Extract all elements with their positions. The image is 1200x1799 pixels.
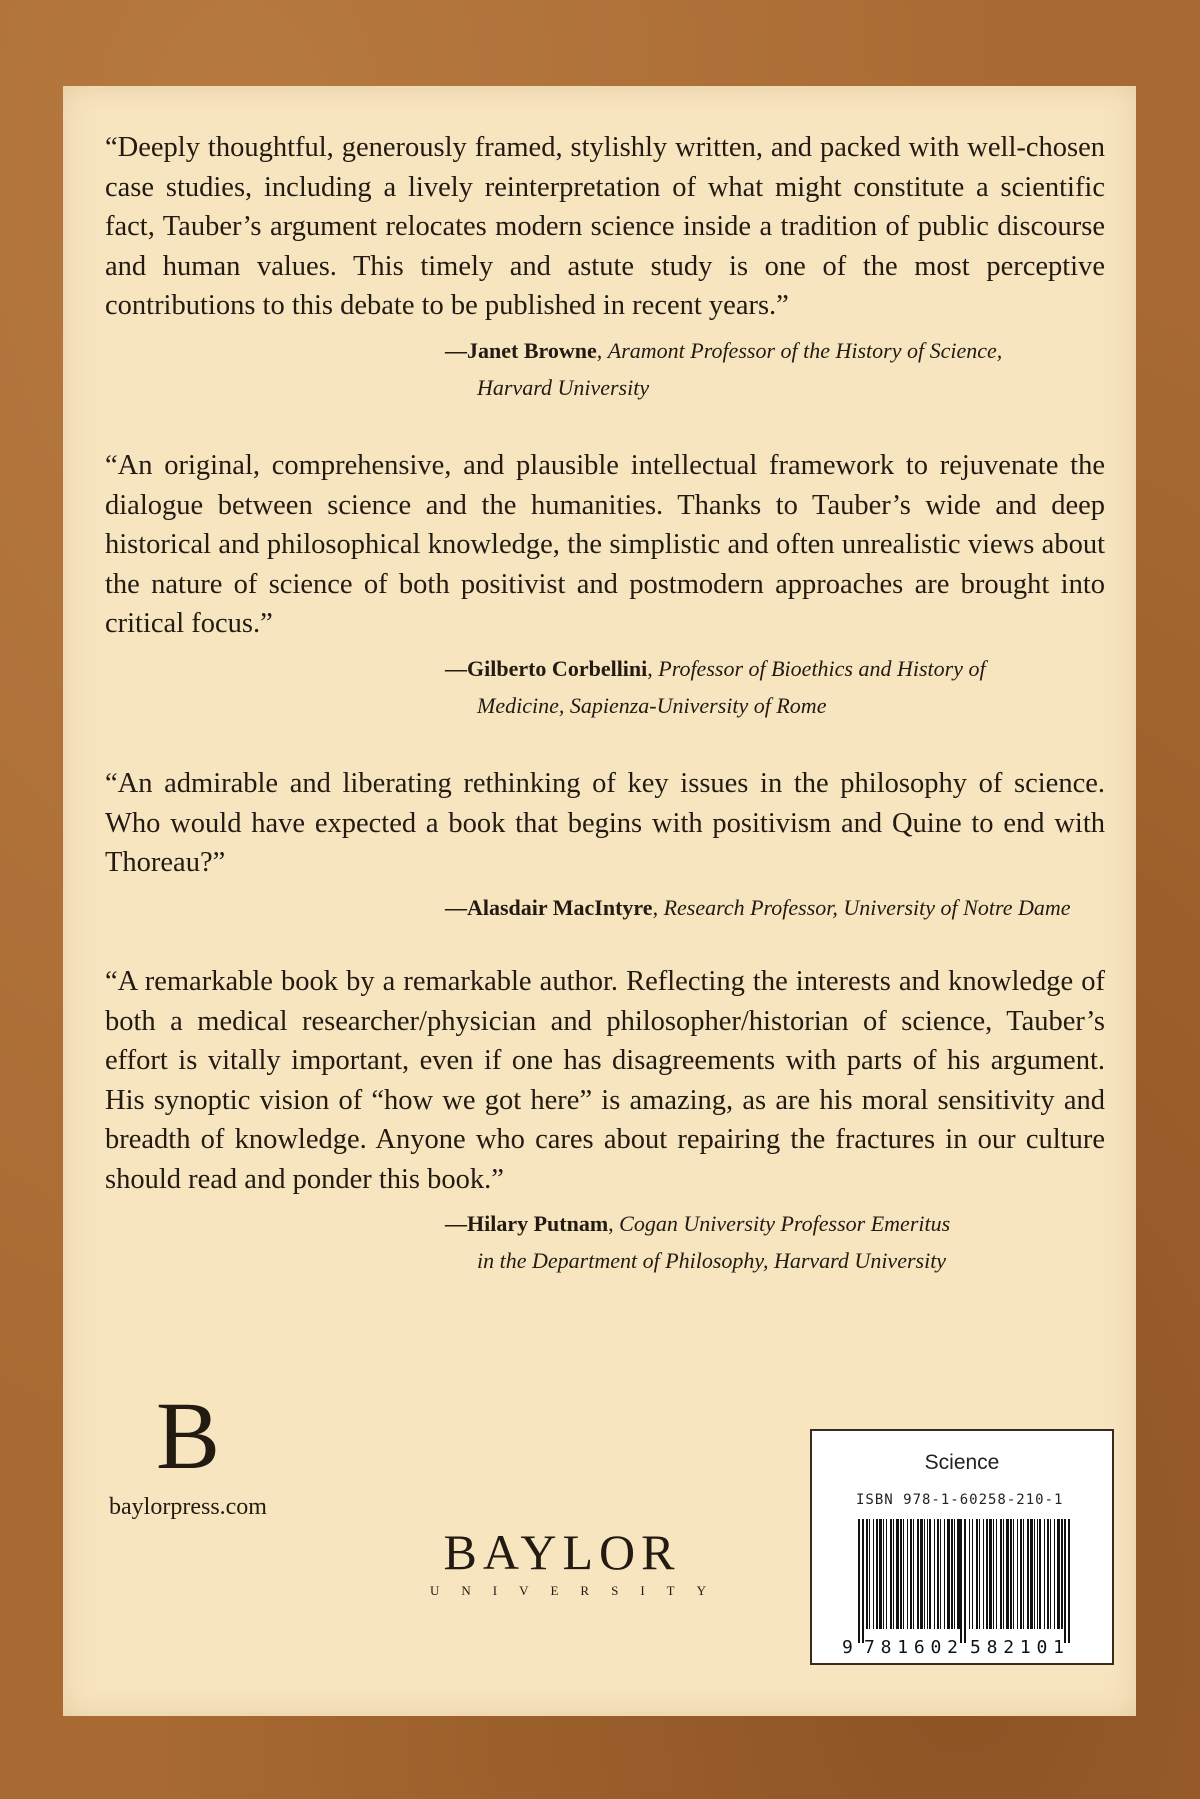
barcode-bar <box>913 1519 914 1629</box>
barcode-bar <box>1050 1519 1051 1629</box>
reviewer-affiliation: Research Professor, University of Notre Dame <box>663 894 1071 920</box>
blurb-attribution: —Gilberto Corbellini, Professor of Bioethics and History of Medicine, Sapienza-University of Rome <box>105 650 1105 724</box>
isbn-label: ISBN 978-1-60258-210-1 <box>856 1492 1064 1508</box>
barcode-bar <box>934 1519 935 1629</box>
barcode-bar <box>1034 1519 1035 1629</box>
barcode-bar <box>1000 1519 1002 1629</box>
barcode-bar <box>989 1519 992 1629</box>
blurb-putnam <box>105 962 1105 1279</box>
barcode-guard-bar <box>862 1519 864 1643</box>
barcode-bar <box>1054 1519 1055 1629</box>
blurb-corbellini <box>105 446 1105 724</box>
barcode-bar <box>910 1519 912 1629</box>
barcode-bar <box>940 1519 941 1629</box>
isbn-barcode-box <box>810 1429 1114 1665</box>
reviewer-affiliation-line2: Medicine, Sapienza-University of Rome <box>477 692 827 718</box>
barcode-guard-bar <box>1068 1519 1070 1643</box>
reviewer-affiliation: Cogan University Professor Emeritus <box>619 1211 951 1236</box>
blurb-attribution: —Alasdair MacIntyre, Research Professor, University of Notre Dame <box>445 894 1071 920</box>
barcode-bar <box>929 1519 931 1629</box>
barcode-bar <box>993 1519 994 1629</box>
barcode-bar <box>1017 1519 1018 1629</box>
blurb-browne <box>105 128 1105 406</box>
barcode-bar <box>1006 1519 1009 1629</box>
barcode-bar <box>1047 1519 1049 1629</box>
barcode-bar <box>1003 1519 1004 1629</box>
blurb-macintyre <box>105 764 1105 926</box>
barcode-bar <box>896 1519 899 1629</box>
barcode-bar <box>1013 1519 1014 1629</box>
barcode-bar <box>1023 1519 1024 1629</box>
reviewer-name: —Gilberto Corbellini <box>445 655 648 681</box>
barcode-bar <box>907 1519 908 1629</box>
barcode-guard-bar <box>964 1519 966 1643</box>
barcode-bar <box>1037 1519 1038 1629</box>
reviewer-affiliation: Professor of Bioethics and History of <box>658 655 986 681</box>
blurb-attribution: —Hilary Putnam, Cogan University Professor Emeritus in the Department of Philosophy, Harvard University <box>105 1205 1105 1279</box>
barcode-guard-bar <box>960 1519 962 1643</box>
barcode-bar <box>917 1519 919 1629</box>
publisher-website[interactable]: baylorpress.com <box>109 1494 267 1520</box>
barcode-bar <box>1020 1519 1022 1629</box>
barcode-bar <box>883 1519 884 1629</box>
barcode-bar <box>969 1519 970 1629</box>
barcode-bar <box>954 1519 955 1629</box>
barcode-bar <box>920 1519 923 1629</box>
barcode-bar <box>879 1519 882 1629</box>
reviewer-affiliation: Aramont Professor of the History of Science, <box>607 337 1003 363</box>
barcode-bar <box>1061 1519 1063 1629</box>
barcode-bar <box>873 1519 874 1629</box>
baylor-university-wordmark <box>412 1524 728 1600</box>
barcode-bar <box>903 1519 904 1629</box>
barcode-icon <box>842 1519 1086 1657</box>
barcode-guard-bar <box>1064 1519 1066 1643</box>
university-label: UNIVERSITY <box>430 1583 728 1598</box>
barcode-bar <box>927 1519 928 1629</box>
reviewer-affiliation-line2: Harvard University <box>477 374 650 400</box>
baylor-press-logo <box>103 1382 273 1522</box>
barcode-digits-left: 781602 <box>864 1637 958 1657</box>
reviewer-name: —Janet Browne <box>445 337 597 363</box>
barcode-bar <box>1057 1519 1060 1629</box>
barcode-bar <box>957 1519 960 1629</box>
barcode-bar <box>886 1519 887 1629</box>
university-name: BAYLOR <box>443 1524 681 1580</box>
barcode-bar <box>869 1519 870 1629</box>
barcode-digits-right: 582101 <box>970 1637 1064 1657</box>
barcode-bar <box>944 1519 945 1629</box>
barcode-bar <box>986 1519 988 1629</box>
blurb-quote: “A remarkable book by a remarkable author. Reflecting the interests and knowledge of both a medical researcher/physician and philosopher/historian of science, Tauber’s effort is vitally important, even if one has disagreements with parts of his argument. His synoptic vision of “how we got here” is amazing, as are his moral sensitivity and breadth of knowledge. Anyone who cares about repairing the fractures in our culture should read and ponder this book.” <box>105 966 1105 1195</box>
barcode-bar <box>890 1519 892 1629</box>
reviewer-affiliation-line2: in the Department of Philosophy, Harvard University <box>477 1248 947 1273</box>
reviewer-name: —Hilary Putnam <box>445 1211 609 1236</box>
barcode-guard-bar <box>858 1519 860 1643</box>
barcode-bar <box>924 1519 925 1629</box>
barcode-bar <box>1039 1519 1041 1629</box>
book-category: Science <box>924 1451 1000 1474</box>
press-logo-letter: B <box>155 1382 221 1489</box>
blurb-attribution: —Janet Browne, Aramont Professor of the History of Science, Harvard University <box>105 332 1105 406</box>
blurb-quote: “An admirable and liberating rethinking of key issues in the philosophy of science. Who would have expected a book that begins with positivism and Quine to end with Thoreau?” <box>105 768 1105 878</box>
barcode-bar <box>947 1519 950 1629</box>
blurb-quote: “Deeply thoughtful, generously framed, stylishly written, and packed with well-chosen case studies, including a lively reinterpretation of what might constitute a scientific fact, Tauber’s argument relocates modern science inside a tradition of public discourse and human values. This timely and astute study is one of the most perceptive contributions to this debate to be published in recent years.” <box>105 132 1105 321</box>
blurb-quote: “An original, comprehensive, and plausible intellectual framework to rejuvenate the dialogue between science and the humanities. Thanks to Tauber’s wide and deep historical and philosophical knowledge, the simplistic and often unrealistic views about the nature of science of both positivist and postmodern approaches are brought into critical focus.” <box>105 450 1105 639</box>
barcode-bar <box>1027 1519 1029 1629</box>
barcode-bar <box>1030 1519 1033 1629</box>
barcode-bar <box>951 1519 953 1629</box>
barcode-bar <box>996 1519 997 1629</box>
barcode-bar <box>900 1519 902 1629</box>
barcode-bar <box>876 1519 878 1629</box>
reviewer-name: —Alasdair MacIntyre <box>445 894 653 920</box>
barcode-digit-lead: 9 <box>842 1637 853 1657</box>
barcode-bar <box>983 1519 984 1629</box>
barcode-bar <box>979 1519 980 1629</box>
barcode-bar <box>893 1519 894 1629</box>
barcode-bar <box>976 1519 978 1629</box>
barcode-bar <box>937 1519 939 1629</box>
barcode-bar <box>1044 1519 1045 1629</box>
barcode-bar <box>866 1519 868 1629</box>
barcode-bar <box>1010 1519 1012 1629</box>
barcode-bar <box>972 1519 973 1629</box>
